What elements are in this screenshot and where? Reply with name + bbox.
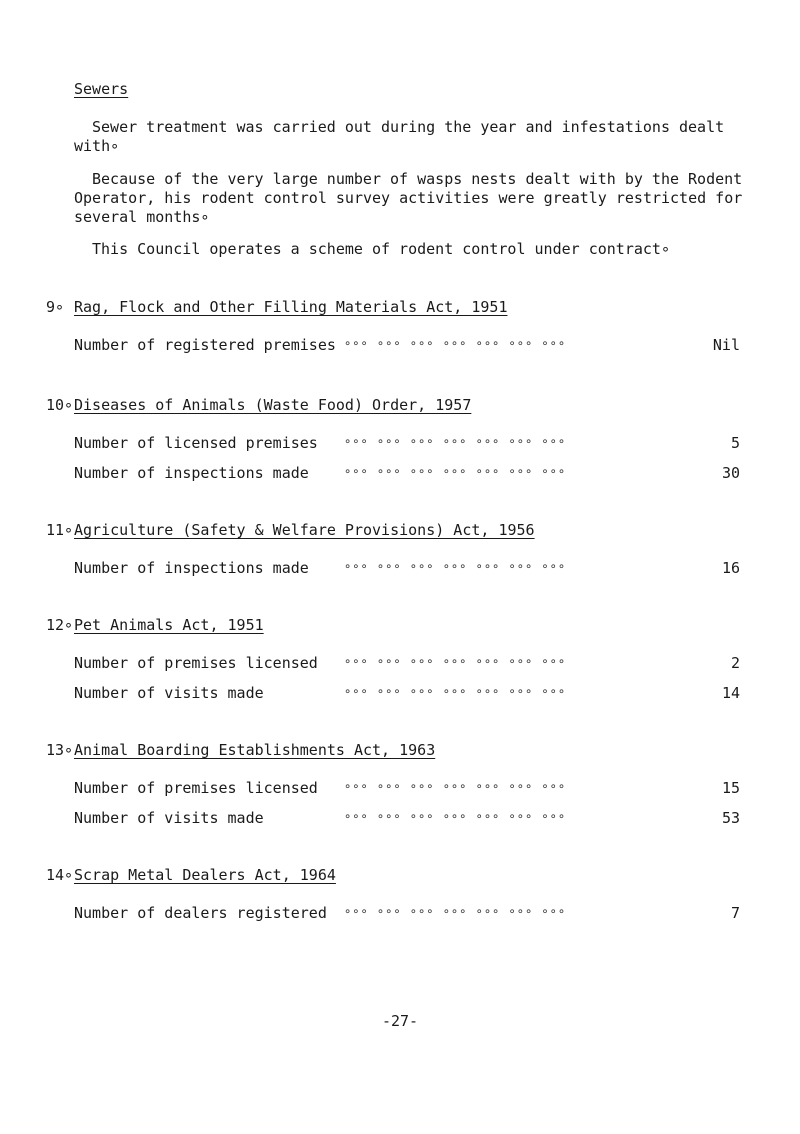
section-title: Rag, Flock and Other Filling Materials Act, 1951 xyxy=(74,298,508,316)
row-value: 2 xyxy=(730,654,740,672)
row-value: 30 xyxy=(721,464,740,482)
data-row xyxy=(74,684,740,704)
row-value: 14 xyxy=(721,684,740,702)
section-number: 10∘ xyxy=(46,396,74,414)
row-label: Number of visits made xyxy=(74,809,264,827)
section-title: Pet Animals Act, 1951 xyxy=(74,616,264,634)
row-value: 53 xyxy=(721,809,740,827)
section-number: 9∘ xyxy=(46,298,65,316)
section-title: Diseases of Animals (Waste Food) Order, 1957 xyxy=(74,396,472,414)
row-label: Number of registered premises xyxy=(74,336,336,354)
data-row xyxy=(74,464,740,484)
dot-leader: ∘∘∘ ∘∘∘ ∘∘∘ ∘∘∘ ∘∘∘ ∘∘∘ ∘∘∘ xyxy=(344,434,567,448)
dot-leader: ∘∘∘ ∘∘∘ ∘∘∘ ∘∘∘ ∘∘∘ ∘∘∘ ∘∘∘ xyxy=(344,559,567,573)
dot-leader: ∘∘∘ ∘∘∘ ∘∘∘ ∘∘∘ ∘∘∘ ∘∘∘ ∘∘∘ xyxy=(344,904,567,918)
data-row xyxy=(74,779,740,799)
paragraph-rodent-control-contract: This Council operates a scheme of rodent control under contract∘ xyxy=(92,240,670,258)
row-label: Number of dealers registered xyxy=(74,904,327,922)
row-value: 15 xyxy=(721,779,740,797)
row-label: Number of inspections made xyxy=(74,559,309,577)
section-number: 12∘ xyxy=(46,616,74,634)
data-row xyxy=(74,809,740,829)
dot-leader: ∘∘∘ ∘∘∘ ∘∘∘ ∘∘∘ ∘∘∘ ∘∘∘ ∘∘∘ xyxy=(344,809,567,823)
row-value: 16 xyxy=(721,559,740,577)
row-label: Number of premises licensed xyxy=(74,779,318,797)
row-value: 5 xyxy=(730,434,740,452)
page-number: -27- xyxy=(381,1012,419,1030)
section-number: 11∘ xyxy=(46,521,74,539)
paragraph-wasps-nests: Because of the very large number of wasps nests dealt with by the Rodent Operator, his rodent control survey activities were greatly restricted for several months∘ xyxy=(74,170,743,226)
row-label: Number of licensed premises xyxy=(74,434,318,452)
section-number: 13∘ xyxy=(46,741,74,759)
dot-leader: ∘∘∘ ∘∘∘ ∘∘∘ ∘∘∘ ∘∘∘ ∘∘∘ ∘∘∘ xyxy=(344,336,567,350)
section-title: Agriculture (Safety & Welfare Provisions) Act, 1956 xyxy=(74,521,535,539)
data-row xyxy=(74,559,740,579)
section-number: 14∘ xyxy=(46,866,74,884)
row-value: Nil xyxy=(712,336,740,354)
dot-leader: ∘∘∘ ∘∘∘ ∘∘∘ ∘∘∘ ∘∘∘ ∘∘∘ ∘∘∘ xyxy=(344,654,567,668)
data-row xyxy=(74,654,740,674)
data-row xyxy=(74,434,740,454)
row-label: Number of visits made xyxy=(74,684,264,702)
row-label: Number of inspections made xyxy=(74,464,309,482)
data-row xyxy=(74,904,740,924)
paragraph-sewer-treatment: Sewer treatment was carried out during the year and infestations dealt with∘ xyxy=(74,118,725,155)
dot-leader: ∘∘∘ ∘∘∘ ∘∘∘ ∘∘∘ ∘∘∘ ∘∘∘ ∘∘∘ xyxy=(344,464,567,478)
data-row xyxy=(74,336,740,356)
section-heading-sewers: Sewers xyxy=(74,80,129,98)
dot-leader: ∘∘∘ ∘∘∘ ∘∘∘ ∘∘∘ ∘∘∘ ∘∘∘ ∘∘∘ xyxy=(344,684,567,698)
row-label: Number of premises licensed xyxy=(74,654,318,672)
dot-leader: ∘∘∘ ∘∘∘ ∘∘∘ ∘∘∘ ∘∘∘ ∘∘∘ ∘∘∘ xyxy=(344,779,567,793)
section-title: Animal Boarding Establishments Act, 1963 xyxy=(74,741,436,759)
section-title: Scrap Metal Dealers Act, 1964 xyxy=(74,866,336,884)
row-value: 7 xyxy=(730,904,740,922)
